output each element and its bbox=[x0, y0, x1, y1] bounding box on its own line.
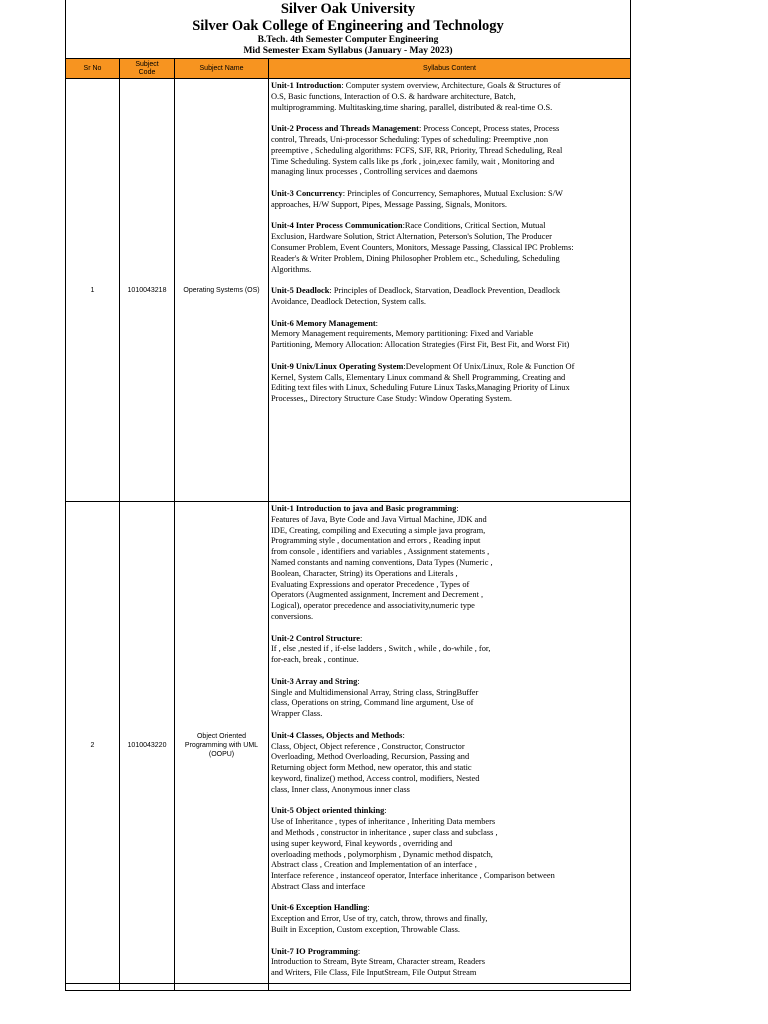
col-header-sr-no: Sr No bbox=[66, 59, 120, 79]
syllabus-line bbox=[271, 221, 628, 232]
subject-name-line: Operating Systems (OS) bbox=[183, 286, 260, 294]
unit-title: Unit-6 Memory Management bbox=[271, 318, 376, 328]
unit-title-separator: : bbox=[375, 318, 378, 328]
syllabus-line: Operators (Augmented assignment, Increment and Decrement , bbox=[271, 590, 484, 600]
syllabus-line: Algorithms. bbox=[271, 264, 312, 274]
syllabus-line bbox=[271, 504, 628, 515]
unit-text: Principles of Deadlock, Starvation, Deadlock Prevention, Deadlock bbox=[333, 286, 561, 296]
syllabus-unit bbox=[271, 903, 628, 935]
syllabus-line: Returning object form Method, new operator, this and static bbox=[271, 763, 472, 773]
unit-title: Unit-1 Introduction to java and Basic programming bbox=[271, 504, 457, 513]
syllabus-line: Exclusion, Hardware Solution, Strict Alternation, Peterson's Solution, The Producer bbox=[271, 232, 552, 242]
subject-name-line: Object Oriented bbox=[196, 733, 247, 741]
unit-text: Process Concept, Process states, Process bbox=[423, 124, 560, 134]
syllabus-unit bbox=[271, 81, 628, 113]
sr-no-cell: 1 bbox=[66, 79, 120, 502]
syllabus-line: Time Scheduling. System calls like ps ,fork , join,exec family, wait , Monitoring and bbox=[271, 156, 555, 166]
syllabus-line bbox=[271, 806, 628, 817]
syllabus-line bbox=[271, 903, 628, 914]
syllabus-line: from console , identifiers and variables , Assignment statements , bbox=[271, 547, 490, 557]
unit-title-separator: : bbox=[456, 504, 459, 513]
subject-name-cell bbox=[175, 79, 269, 502]
syllabus-line: keyword, finalize() method, Access control, modifiers, Nested bbox=[271, 773, 480, 783]
syllabus-unit bbox=[271, 731, 628, 796]
unit-title: Unit-7 IO Programming bbox=[271, 946, 358, 956]
unit-title-separator: : bbox=[402, 730, 405, 740]
syllabus-line: overloading methods , polymorphism , Dynamic method dispatch, bbox=[271, 849, 493, 859]
col-header-code-line2: Code bbox=[138, 68, 156, 76]
subject-code-cell: 1010043220 bbox=[120, 502, 175, 991]
syllabus-line: and Writers, File Class, File InputStream, File Output Stream bbox=[271, 968, 477, 978]
unit-title: Unit-4 Inter Process Communication bbox=[271, 221, 403, 231]
unit-title-separator: : bbox=[342, 188, 348, 198]
unit-title: Unit-9 Unix/Linux Operating System bbox=[271, 361, 404, 371]
subject-name-line: (OOPU) bbox=[208, 751, 235, 759]
unit-title-separator: : bbox=[357, 946, 361, 956]
syllabus-unit bbox=[271, 947, 628, 979]
syllabus-line: Logical), operator precedence and associativity,numeric type bbox=[271, 601, 475, 611]
syllabus-sheet bbox=[65, 0, 631, 984]
syllabus-line: Named constants and naming conventions, Data Types (Numeric , bbox=[271, 557, 493, 567]
syllabus-line bbox=[271, 634, 628, 645]
col-header-subject-name: Subject Name bbox=[175, 59, 269, 79]
program-title: B.Tech. 4th Semester Computer Engineering bbox=[257, 35, 439, 45]
syllabus-line: Use of Inheritance , types of inheritance , Inheriting Data members bbox=[271, 817, 496, 827]
syllabus-line: Memory Management requirements, Memory partitioning: Fixed and Variable bbox=[271, 329, 534, 339]
syllabus-line: multiprogramming. Multitasking,time sharing, parallel, distributed & real-time O.S. bbox=[271, 102, 553, 112]
syllabus-unit bbox=[271, 319, 628, 351]
syllabus-unit bbox=[271, 189, 628, 211]
unit-text: Race Conditions, Critical Section, Mutual bbox=[404, 221, 546, 231]
unit-title-separator: : bbox=[403, 361, 406, 371]
syllabus-line bbox=[271, 362, 628, 373]
syllabus-table bbox=[65, 58, 631, 991]
syllabus-line: conversions. bbox=[271, 611, 314, 621]
unit-text: Principles of Concurrency, Semaphores, Mutual Exclusion: S/W bbox=[347, 188, 563, 198]
col-header-subject-code bbox=[120, 59, 175, 79]
syllabus-content-cell bbox=[269, 502, 631, 991]
syllabus-line bbox=[271, 286, 628, 297]
syllabus-line bbox=[271, 124, 628, 135]
syllabus-unit bbox=[271, 362, 628, 405]
syllabus-line bbox=[271, 947, 628, 958]
unit-title-separator: : bbox=[360, 633, 363, 643]
syllabus-line: Overloading, Method Overloading, Recursion, Passing and bbox=[271, 752, 470, 762]
syllabus-line: Class, Object, Object reference , Constructor, Constructor bbox=[271, 741, 465, 751]
syllabus-unit bbox=[271, 806, 628, 892]
syllabus-line: Introduction to Stream, Byte Stream, Character stream, Readers bbox=[271, 957, 485, 967]
syllabus-line bbox=[271, 677, 628, 688]
unit-title-separator: : bbox=[341, 81, 346, 90]
syllabus-line: Boolean, Character, String) its Operations and Literals , bbox=[271, 568, 458, 578]
syllabus-line bbox=[271, 319, 628, 330]
syllabus-line: Kernel, System Calls, Elementary Linux command & Shell Programming, Creating and bbox=[271, 372, 566, 382]
syllabus-line: and Methods , constructor in inheritance , super class and subclass , bbox=[271, 827, 498, 837]
unit-title: Unit-1 Introduction bbox=[271, 81, 342, 90]
sr-no-cell: 2 bbox=[66, 502, 120, 991]
syllabus-line: preemptive , Scheduling algorithms: FCFS, SJF, RR, Priority, Thread Scheduling, Real bbox=[271, 145, 563, 155]
table-header-row bbox=[66, 59, 631, 79]
syllabus-line: control, Threads, Uni-processor Scheduling: Types of scheduling: Preemptive ,non bbox=[271, 134, 549, 144]
syllabus-line: Programming style , documentation and errors , Reading input bbox=[271, 536, 481, 546]
syllabus-line: O.S, Basic functions, Interaction of O.S. & hardware architecture, Batch, bbox=[271, 91, 516, 101]
table-row bbox=[66, 79, 631, 502]
syllabus-unit bbox=[271, 124, 628, 178]
university-title: Silver Oak University bbox=[280, 1, 416, 17]
col-header-syllabus: Syllabus Content bbox=[269, 59, 631, 79]
unit-title: Unit-5 Object oriented thinking bbox=[271, 806, 385, 816]
unit-title-separator: : bbox=[384, 806, 387, 816]
syllabus-line: Single and Multidimensional Array, String class, StringBuffer bbox=[271, 687, 479, 697]
syllabus-line: Wrapper Class. bbox=[271, 709, 323, 719]
syllabus-line: class, Operations on string, Command line argument, Use of bbox=[271, 698, 474, 708]
unit-title-separator: : bbox=[418, 124, 424, 134]
syllabus-line: Editing text files with Linux, Scheduling Future Linux Tasks,Managing Priority of Linux bbox=[271, 383, 570, 393]
syllabus-line: for-each, break , continue. bbox=[271, 655, 359, 665]
syllabus-line bbox=[271, 189, 628, 200]
unit-title: Unit-2 Control Structure bbox=[271, 633, 361, 643]
unit-title: Unit-4 Classes, Objects and Methods bbox=[271, 730, 403, 740]
syllabus-line: approaches, H/W Support, Pipes, Message Passing, Signals, Monitors. bbox=[271, 199, 507, 209]
syllabus-line: Built in Exception, Custom exception, Throwable Class. bbox=[271, 925, 460, 935]
subject-code-cell: 1010043218 bbox=[120, 79, 175, 502]
unit-title: Unit-3 Array and String bbox=[271, 676, 358, 686]
syllabus-line: class, Inner class, Anonymous inner class bbox=[271, 784, 410, 794]
syllabus-line: Abstract Class and interface bbox=[271, 881, 366, 891]
subject-name-line: Programming with UML bbox=[184, 742, 259, 750]
syllabus-line: managing linux processes , Controlling services and daemons bbox=[271, 167, 478, 177]
syllabus-content-cell bbox=[269, 79, 631, 502]
syllabus-line bbox=[271, 731, 628, 742]
table-body bbox=[66, 79, 631, 991]
syllabus-line: Interface reference , instanceof operator, Interface inheritance , Comparison between bbox=[271, 871, 555, 881]
document-header bbox=[66, 0, 630, 57]
syllabus-unit bbox=[271, 286, 628, 308]
syllabus-unit bbox=[271, 504, 628, 623]
syllabus-line: using super keyword, Final keywords , overriding and bbox=[271, 838, 453, 848]
syllabus-line bbox=[271, 81, 628, 92]
table-row bbox=[66, 502, 631, 991]
unit-title: Unit-5 Deadlock bbox=[271, 286, 330, 296]
unit-title-separator: : bbox=[402, 221, 405, 231]
syllabus-line: Exception and Error, Use of try, catch, throw, throws and finally, bbox=[271, 914, 488, 924]
syllabus-unit bbox=[271, 221, 628, 275]
syllabus-line: Features of Java, Byte Code and Java Virtual Machine, JDK and bbox=[271, 514, 487, 524]
syllabus-line: IDE, Creating, compiling and Executing a simple java program, bbox=[271, 525, 486, 535]
syllabus-line: Consumer Problem, Event Counters, Monitors, Message Passing, Classical IPC Problems: bbox=[271, 242, 574, 252]
col-header-code-line1: Subject bbox=[135, 60, 159, 68]
unit-title: Unit-2 Process and Threads Management bbox=[271, 124, 419, 134]
syllabus-line: Reader's & Writer Problem, Dining Philosopher Problem etc., Scheduling, Scheduling bbox=[271, 253, 560, 263]
unit-title-separator: : bbox=[357, 676, 360, 686]
college-title: Silver Oak College of Engineering and Technology bbox=[192, 18, 504, 34]
syllabus-line: Abstract class , Creation and Implementation of an interface , bbox=[271, 860, 477, 870]
syllabus-line: Processes,, Directory Structure Case Study: Window Operating System. bbox=[271, 394, 512, 404]
syllabus-line: Avoidance, Deadlock Detection, System calls. bbox=[271, 296, 426, 306]
syllabus-line: Evaluating Expressions and operator Precedence , Types of bbox=[271, 579, 470, 589]
exam-title: Mid Semester Exam Syllabus (January - May 2023) bbox=[243, 46, 453, 56]
syllabus-line: Partitioning, Memory Allocation: Allocation Strategies (First Fit, Best Fit, and Worst Fit) bbox=[271, 340, 570, 350]
unit-text: Development Of Unix/Linux, Role & Function Of bbox=[405, 361, 575, 371]
syllabus-unit bbox=[271, 677, 628, 720]
syllabus-unit bbox=[271, 634, 628, 666]
unit-title-separator: : bbox=[329, 286, 334, 296]
subject-name-cell bbox=[175, 502, 269, 991]
unit-title-separator: : bbox=[367, 903, 370, 913]
unit-text: Computer system overview, Architecture, Goals & Structures of bbox=[345, 81, 561, 90]
syllabus-line: If , else ,nested if , if-else ladders , Switch , while , do-while , for, bbox=[271, 644, 491, 654]
unit-title: Unit-6 Exception Handling bbox=[271, 903, 368, 913]
unit-title: Unit-3 Concurrency bbox=[271, 188, 343, 198]
